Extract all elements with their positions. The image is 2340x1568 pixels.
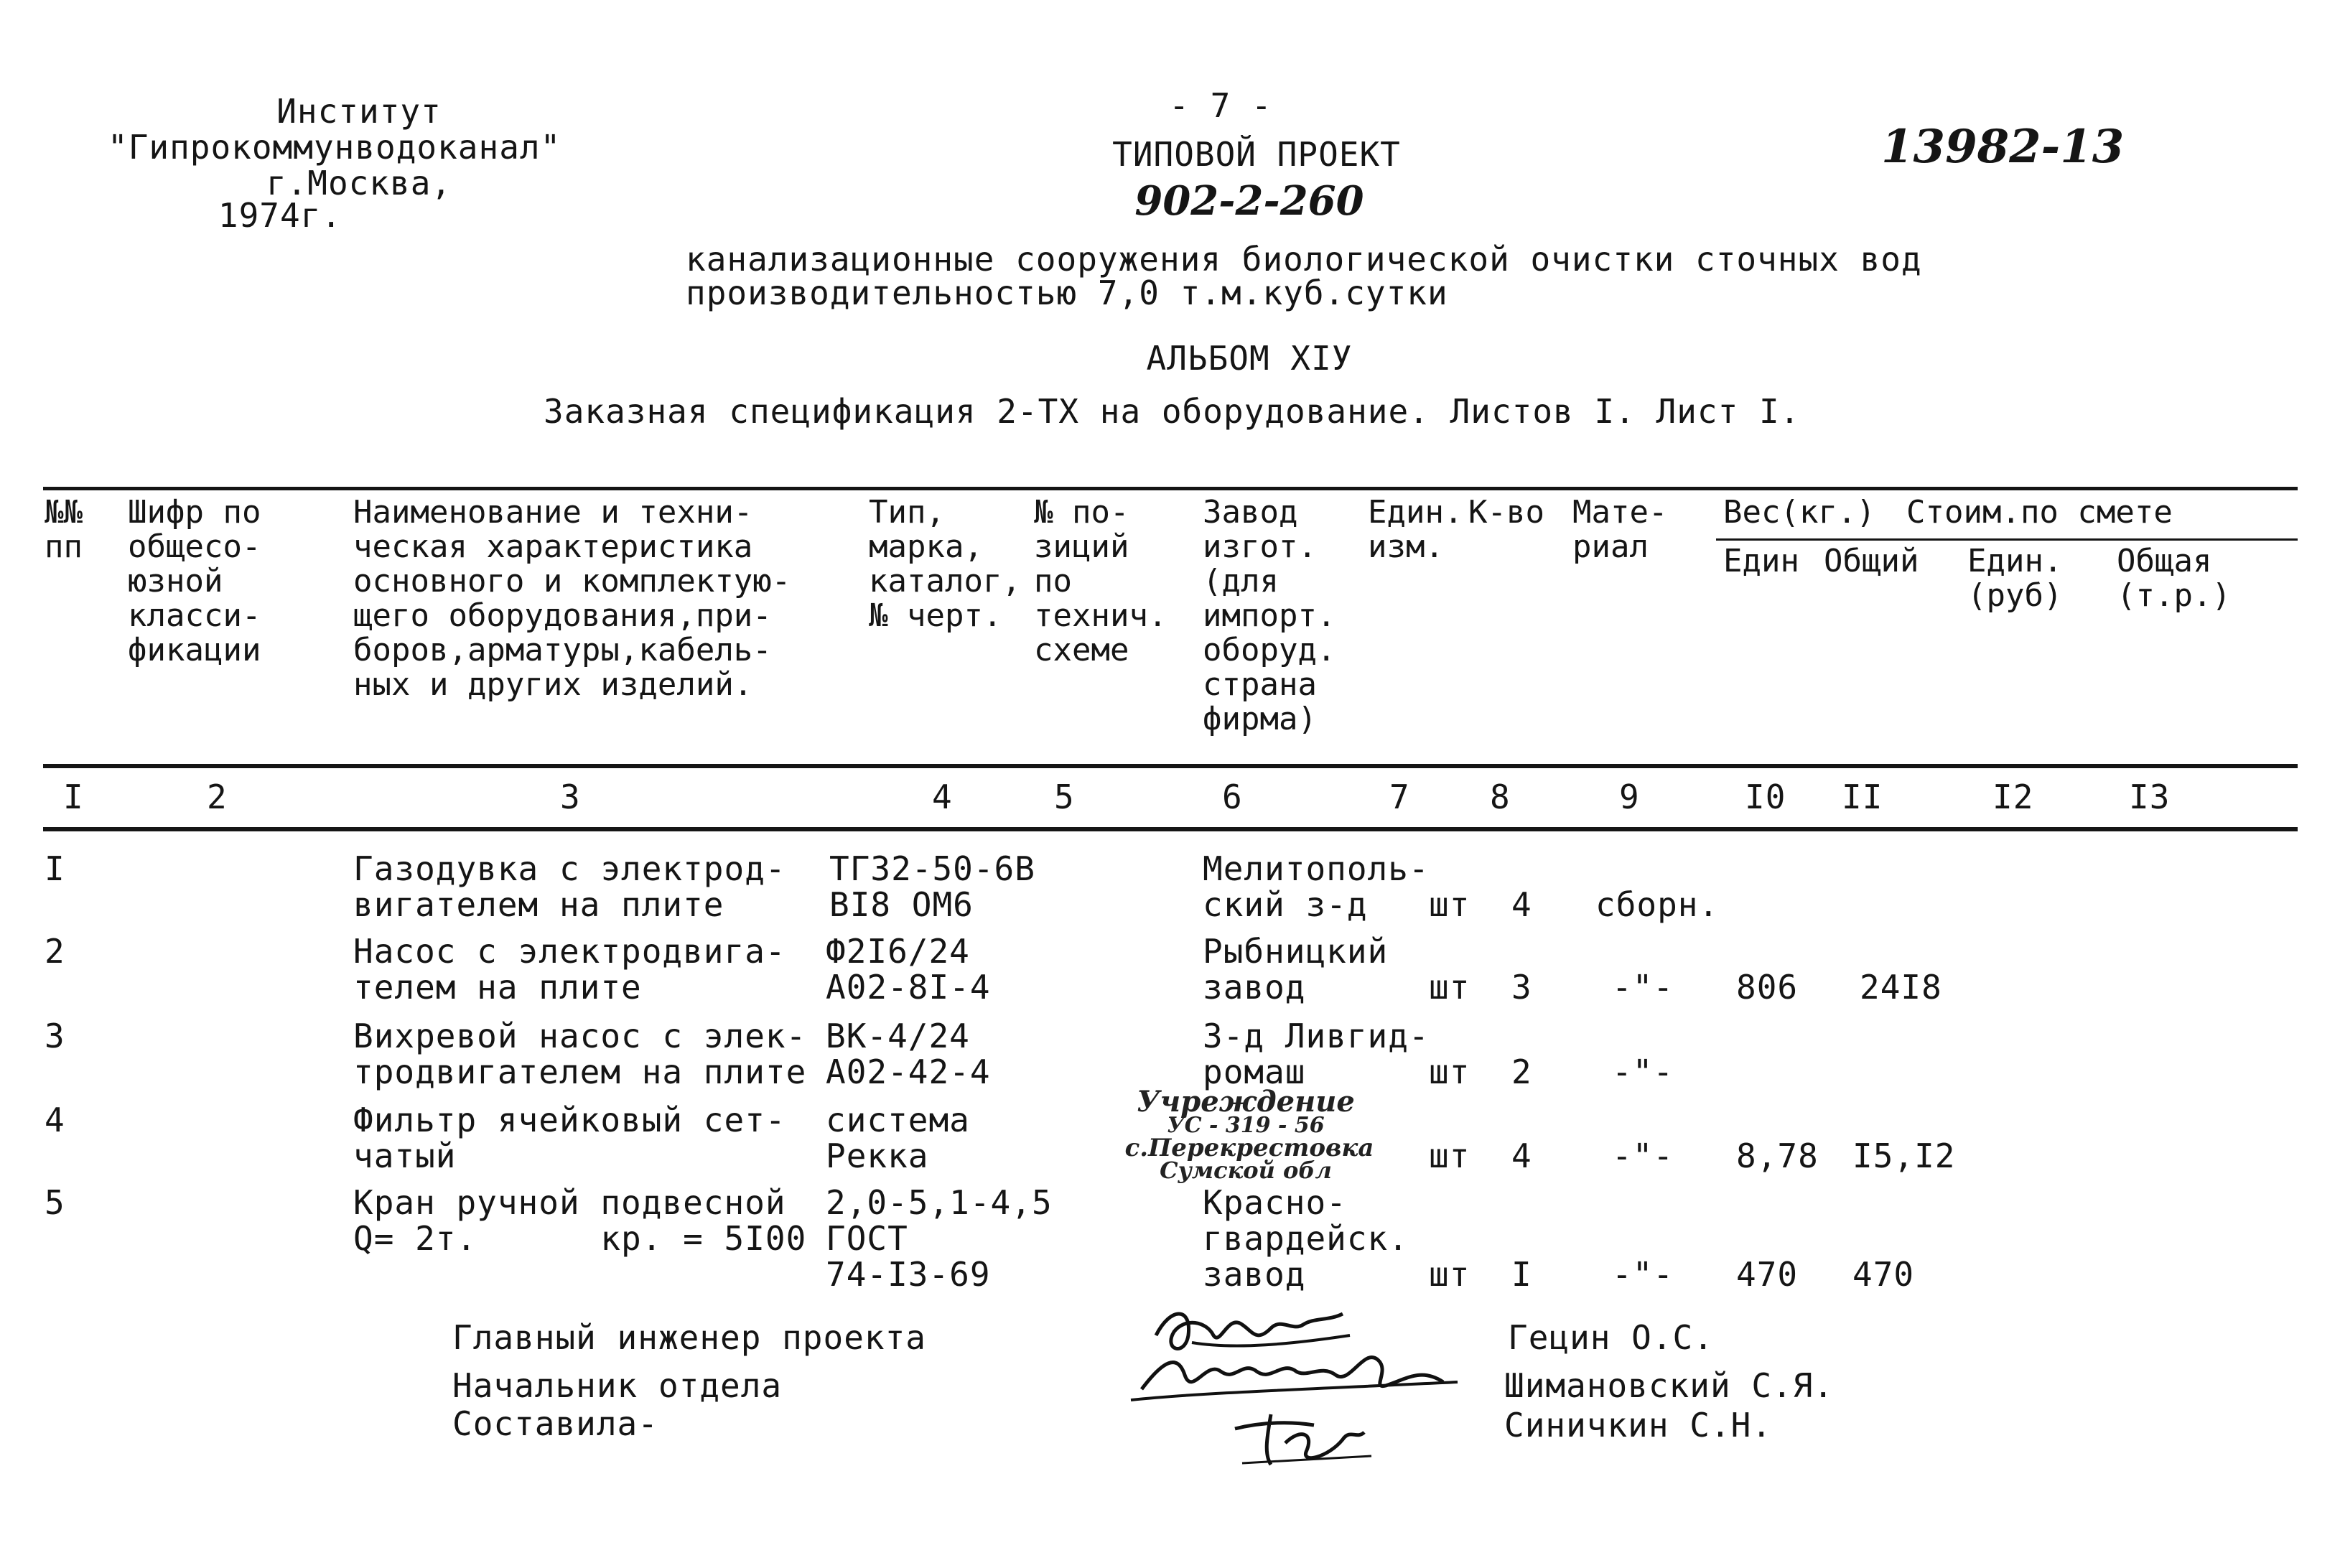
- description-line-2: производительностью 7,0 т.м.куб.сутки: [686, 274, 1448, 312]
- row-number: 3: [45, 1017, 65, 1055]
- col-number: 9: [1619, 778, 1640, 816]
- row-number: I: [45, 849, 65, 888]
- row-weight-total: I5,I2: [1852, 1137, 1956, 1175]
- row-material: -"-: [1612, 1053, 1674, 1091]
- row-weight-unit: 8,78: [1736, 1137, 1819, 1175]
- row-qty: 4: [1511, 1137, 1532, 1175]
- institute-city: г.Москва,: [266, 164, 452, 202]
- row-weight-unit: 470: [1736, 1255, 1799, 1294]
- institute-year: 1974г.: [218, 196, 342, 235]
- header-weight-unit: Един: [1723, 543, 1799, 579]
- project-number: 902-2-260: [1134, 177, 1364, 225]
- header-cost-unit: Един. (руб): [1967, 543, 2063, 614]
- row-plant: Красно- гвардейск. завод: [1203, 1183, 1409, 1294]
- stamp-line-3: с.Перекрестовка: [1124, 1134, 1374, 1162]
- col-number: 8: [1490, 778, 1511, 816]
- col-number: 2: [207, 778, 228, 816]
- spec-title: Заказная спецификация 2-ТХ на оборудование. Листов I. Лист I.: [544, 392, 1801, 431]
- row-name: Фильтр ячейковый сет- чатый: [353, 1101, 786, 1175]
- header-cost: Стоим.по смете: [1906, 494, 2173, 531]
- col-number: I: [63, 778, 84, 816]
- row-plant: Мелитополь- ский з-д: [1203, 849, 1430, 924]
- header-col-7: Един. изм.: [1368, 494, 1463, 565]
- row-material: -"-: [1612, 1255, 1674, 1294]
- row-name: Вихревой насос с элек- тродвигателем на плите: [353, 1017, 807, 1091]
- signature-name-3: Синичкин С.Н.: [1504, 1406, 1773, 1445]
- row-name: Кран ручной подвесной Q= 2т. кр. = 5I00: [353, 1183, 807, 1258]
- row-type: Ф2I6/24 А02-8I-4: [826, 932, 991, 1007]
- col-number: 5: [1054, 778, 1075, 816]
- header-weight: Вес(кг.): [1723, 494, 1875, 531]
- col-number: I2: [1992, 778, 2034, 816]
- header-cost-total: Общая (т.р.): [2117, 543, 2231, 614]
- row-qty: 2: [1511, 1053, 1532, 1091]
- row-type: ВК-4/24 А02-42-4: [826, 1017, 991, 1091]
- signature-name-2: Шимановский С.Я.: [1504, 1366, 1835, 1405]
- col-number: II: [1842, 778, 1883, 816]
- header-col-8: К-во: [1468, 494, 1544, 531]
- stamp-line-1: Учреждение: [1137, 1085, 1355, 1119]
- row-number: 4: [45, 1101, 65, 1139]
- institute-label: Институт: [276, 92, 442, 131]
- signature-role-chief-engineer: Главный инженер проекта: [452, 1318, 926, 1357]
- row-unit: шт: [1429, 1053, 1470, 1091]
- row-material: сборн.: [1595, 885, 1720, 924]
- row-type: ТГ32-50-6В ВI8 ОМ6: [829, 849, 1035, 924]
- stamp-line-4: Сумской обл: [1160, 1157, 1332, 1184]
- row-unit: шт: [1429, 1137, 1470, 1175]
- row-unit: шт: [1429, 1255, 1470, 1294]
- row-type: 2,0-5,1-4,5 ГОСТ 74-I3-69: [826, 1183, 1053, 1294]
- signature-role-compiler: Составила-: [452, 1404, 658, 1443]
- row-number: 2: [45, 932, 65, 971]
- header-col-1: №№ пп: [45, 494, 83, 565]
- description-line-1: канализационные сооружения биологической очистки сточных вод: [686, 240, 1922, 279]
- row-weight-total: 24I8: [1860, 968, 1942, 1007]
- row-number: 5: [45, 1183, 65, 1222]
- handwritten-signature-3: [1221, 1400, 1379, 1472]
- doc-code: 13982-13: [1881, 120, 2125, 174]
- header-col-3: Наименование и техни- ческая характеристика основного и комплектую- щего оборудования,при- боров,арматуры,кабель- ных и других изделий.: [353, 494, 791, 703]
- col-number-rule: [43, 827, 2298, 831]
- row-name: Насос с электродвига- телем на плите: [353, 932, 786, 1007]
- row-qty: 4: [1511, 885, 1532, 924]
- institute-name: "Гипрокоммунводоканал": [108, 128, 561, 167]
- row-qty: 3: [1511, 968, 1532, 1007]
- project-label: ТИПОВОЙ ПРОЕКТ: [1112, 135, 1401, 174]
- row-material: -"-: [1612, 1137, 1674, 1175]
- row-qty: I: [1511, 1255, 1532, 1294]
- page-number: - 7 -: [1169, 86, 1272, 125]
- row-unit: шт: [1429, 885, 1470, 924]
- signature-name-1: Гецин О.С.: [1508, 1318, 1714, 1357]
- row-plant: Рыбницкий завод: [1203, 932, 1389, 1007]
- row-plant: З-д Ливгид- ромаш: [1203, 1017, 1430, 1091]
- row-unit: шт: [1429, 968, 1470, 1007]
- table-top-rule: [43, 487, 2298, 490]
- row-weight-total: 470: [1852, 1255, 1915, 1294]
- header-bottom-rule: [43, 764, 2298, 768]
- weight-cost-subrule: [1716, 538, 2298, 541]
- album-title: АЛЬБОМ XIУ: [1146, 339, 1353, 378]
- stamp-line-2: УС - 319 - 56: [1167, 1113, 1325, 1138]
- header-col-2: Шифр по общесо- юзной класси- фикации: [128, 494, 261, 668]
- header-col-6: Завод изгот. (для импорт. оборуд. страна фирма): [1203, 494, 1336, 737]
- row-name: Газодувка с электрод- вигателем на плите: [353, 849, 786, 924]
- signature-role-department-head: Начальник отдела: [452, 1366, 783, 1405]
- row-material: -"-: [1612, 968, 1674, 1007]
- row-type: система Рекка: [826, 1101, 970, 1175]
- col-number: 3: [560, 778, 581, 816]
- row-weight-unit: 806: [1736, 968, 1799, 1007]
- col-number: I3: [2129, 778, 2171, 816]
- header-col-4: Тип, марка, каталог, № черт.: [869, 494, 1021, 634]
- header-col-9: Мате- риал: [1572, 494, 1668, 565]
- col-number: 7: [1389, 778, 1410, 816]
- header-col-5: № по- зиций по технич. схеме: [1034, 494, 1167, 668]
- col-number: I0: [1745, 778, 1786, 816]
- header-weight-total: Общий: [1824, 543, 1919, 579]
- col-number: 6: [1222, 778, 1243, 816]
- col-number: 4: [932, 778, 953, 816]
